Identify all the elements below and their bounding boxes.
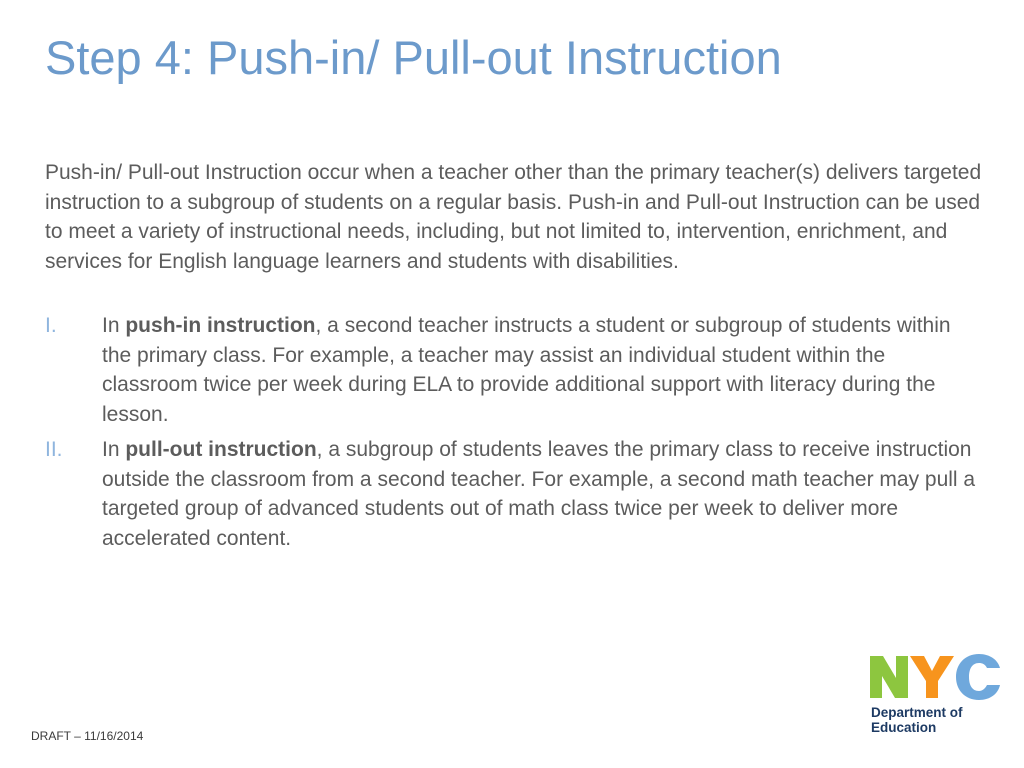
- item-term: pull-out instruction: [125, 438, 317, 461]
- item-rest: , a subgroup of students leaves the primary class to receive instruction outside the classroom from a second teacher. For example, a second math teacher may pull a targeted group of advanced students out of math class twice per week to deliver more accelerated content.: [102, 438, 976, 550]
- logo-letter-n: [870, 656, 908, 698]
- list-item-text: [102, 314, 951, 426]
- list-item: [45, 435, 980, 553]
- instruction-list: [45, 311, 980, 559]
- logo-line-2: Education: [871, 720, 937, 735]
- list-numeral: I.: [45, 314, 57, 337]
- item-lead: In: [102, 314, 126, 337]
- nyc-logo-mark: [870, 654, 1002, 700]
- logo-line-1: Department of: [871, 705, 963, 720]
- logo-letter-c: [956, 654, 1000, 700]
- slide-title: Step 4: Push-in/ Pull-out Instruction: [45, 31, 782, 84]
- item-term: push-in instruction: [125, 314, 316, 337]
- footer-draft-label: DRAFT – 11/16/2014: [31, 729, 144, 743]
- logo-letter-y: [910, 656, 954, 698]
- item-rest: , a second teacher instructs a student or subgroup of students within the primary class. For example, a teacher may assist an individual student within the classroom twice per week during ELA to provide additional support with literacy during the lesson.: [102, 314, 951, 426]
- item-lead: In: [102, 438, 126, 461]
- intro-paragraph: Push-in/ Pull-out Instruction occur when a teacher other than the primary teacher(s) delivers targeted instruction to a subgroup of students on a regular basis. Push-in and Pull-out Instruction can be used to meet a variety of instructional needs, including, but not limited to, intervention, enrichment, and services for English language learners and students with disabilities.: [45, 161, 982, 273]
- list-numeral: II.: [45, 438, 63, 461]
- list-item-text: [102, 438, 975, 550]
- nyc-doe-logo: [870, 654, 1002, 735]
- list-item: [45, 311, 980, 429]
- logo-department-text: [870, 705, 1002, 735]
